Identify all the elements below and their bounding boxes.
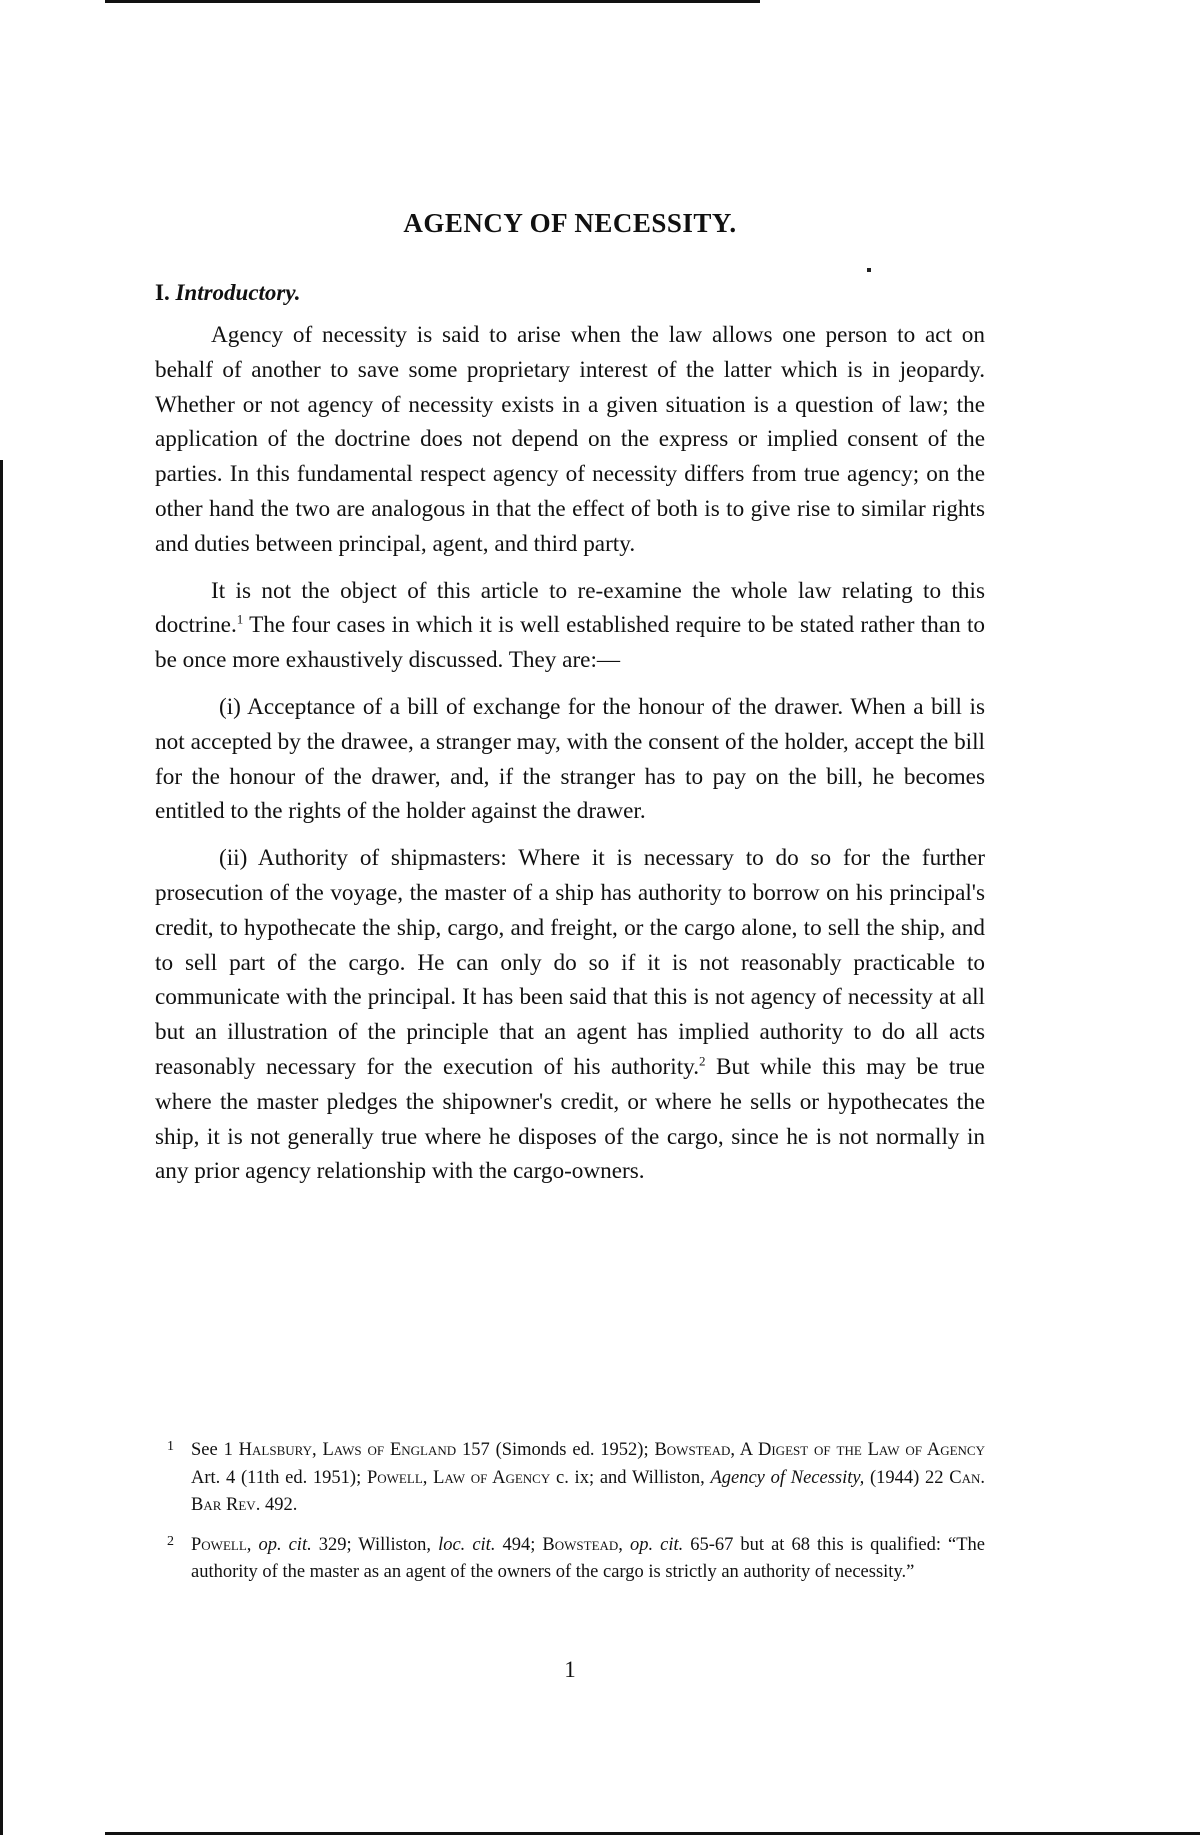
top-border-rule xyxy=(105,0,760,3)
paragraph-scope xyxy=(155,574,985,678)
footnote-2-number: 2 xyxy=(167,1533,174,1549)
section-heading xyxy=(155,280,300,306)
footnote-2-text: Powell, xyxy=(191,1534,252,1555)
footnote-1-text: Can. Bar Rev. xyxy=(191,1467,986,1515)
page-title: AGENCY OF NECESSITY. xyxy=(403,208,737,238)
paragraph-case-ii xyxy=(155,841,985,1189)
footnote-1-text: Halsbury, Laws of England xyxy=(238,1440,457,1460)
footnote-1-text: 157 (Simonds ed. 1952); xyxy=(456,1440,655,1460)
footnote-1-text: c. ix; and Williston, xyxy=(550,1467,711,1488)
footnote-1-text: Art. 4 (11th ed. 1951); xyxy=(191,1467,367,1488)
footnote-2-text: op. cit. xyxy=(258,1534,312,1555)
footnote-2-text: 329; Williston, xyxy=(311,1534,439,1555)
paragraph-case-i: (i) Acceptance of a bill of exchange for the honour of the drawer. When a bill is not accepted by the drawee, a stranger may, with the consent of the holder, accept the bill for the honour of the drawer, and, if the stranger has to pay on the bill, he becomes entitled to the rights of the holder against the drawer. xyxy=(155,693,985,825)
paragraph-case-ii-text-a: (ii) Authority of shipmasters: Where it is necessary to do so for the further prosecution of the voyage, the master of a ship has authority to borrow on his principal's credit, to hypothecate the ship, cargo, and freight, or the cargo alone, to sell the ship, and to sell part of the cargo. He can only do so if it is not reasonably practicable to communicate with the principal. It has been said that this is not agency of necessity at all but an illustration of the principle that an agent has implied authority to do all acts reasonably necessary for the execution of his authority. xyxy=(155,845,985,1080)
footnote-1-text: Agency of Necessity, xyxy=(710,1467,865,1488)
footnote-2-text: loc. cit. xyxy=(438,1534,496,1555)
footnote-2-text: 65-67 but at 68 this is qualified: “The authority of the master as an agent of the owners of the cargo is strictly an authority of necessity.” xyxy=(191,1534,985,1582)
paragraph-scope-text-b: The four cases in which it is well established require to be stated rather than to be once more exhaustively discussed. They are:— xyxy=(155,612,985,674)
footnote-2 xyxy=(155,1532,985,1587)
paragraph-intro: Agency of necessity is said to arise when the law allows one person to act on behalf of another to save some proprietary interest of the latter which is in jeopardy. Whether or not agency of necessity exists in a given situation is a question of law; the application of the doctrine does not depend on the express or implied consent of the parties. In this fundamental respect agency of necessity differs from true agency; on the other hand the two are analogous in that the effect of both is to give rise to similar rights and duties between principal, agent, and third party. xyxy=(155,322,985,557)
section-number: I. xyxy=(155,280,170,305)
left-border-rule xyxy=(0,460,3,1835)
paragraph-scope-text-a: It is not the object of this article to re-examine the whole law relating to this doctrine. xyxy=(155,577,985,639)
footnote-2-text: 494; xyxy=(495,1534,543,1555)
footnote-1-text: See 1 xyxy=(191,1440,239,1460)
footnote-1-text: Powell, Law of Agency xyxy=(366,1467,551,1488)
footnote-1-text: Bowstead, A Digest of the Law of Agency xyxy=(654,1440,985,1460)
scan-speck xyxy=(867,268,871,272)
paragraph-case-ii-text-b: But while this may be true where the master pledges the shipowner's credit, or where he sells or hypothecates the ship, it is not generally true where he disposes of the cargo, since he is not normally in any prior agency relationship with the cargo-owners. xyxy=(155,1053,985,1185)
body-text xyxy=(155,318,985,1201)
footnote-1 xyxy=(155,1437,985,1520)
footnote-1-text: (1944) 22 xyxy=(864,1467,950,1488)
footnotes xyxy=(155,1437,985,1599)
page-number: 1 xyxy=(564,1657,576,1682)
footnote-1-number: 1 xyxy=(167,1439,174,1454)
footnote-1-text: 492. xyxy=(260,1495,298,1515)
section-title: Introductory. xyxy=(175,280,301,305)
footnote-ref-1: 1 xyxy=(236,611,244,627)
footnote-ref-2: 2 xyxy=(699,1053,706,1069)
footnote-2-text: op. cit. xyxy=(629,1534,684,1555)
footnote-2-text: Bowstead, xyxy=(542,1534,623,1555)
footnote-2-text xyxy=(623,1535,630,1555)
